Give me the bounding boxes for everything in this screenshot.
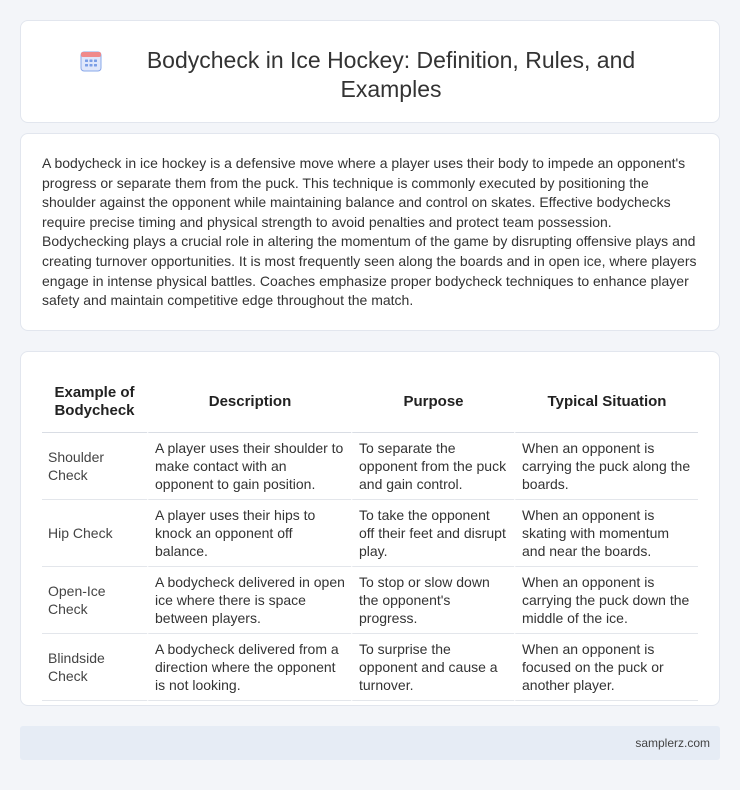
description-text: A bodycheck in ice hockey is a defensive move where a player uses their body to impede an opponent's progress or separate them from the puck. This technique is commonly executed by positioning the shoulder against the opponent while maintaining balance and control on skates. Effective bodychecks require precise timing and physical strength to avoid penalties and protect team possession. Bodychecking plays a crucial role in altering the momentum of the game by disrupting offensive plays and creating turnover opportunities. It is most frequently seen along the boards and in open ice, where players engage in intense physical battles. Coaches emphasize proper bodycheck techniques to enhance player safety and maintain competitive edge throughout the match. bbox=[42, 155, 697, 309]
page-title: Bodycheck in Ice Hockey: Definition, Rules, and Examples bbox=[146, 47, 636, 102]
cell-example: Blindside Check bbox=[42, 634, 147, 701]
table-row bbox=[42, 500, 698, 567]
cell-description: A player uses their shoulder to make contact with an opponent to gain position. bbox=[147, 433, 351, 500]
cell-purpose: To stop or slow down the opponent's progress. bbox=[351, 567, 514, 634]
column-header-purpose: Purpose bbox=[351, 371, 514, 433]
cell-situation: When an opponent is focused on the puck or another player. bbox=[514, 634, 698, 701]
cell-situation: When an opponent is carrying the puck along the boards. bbox=[514, 433, 698, 500]
cell-example: Shoulder Check bbox=[42, 433, 147, 500]
column-header-description: Description bbox=[147, 371, 351, 433]
footer bbox=[20, 726, 720, 760]
cell-description: A bodycheck delivered in open ice where there is space between players. bbox=[147, 567, 351, 634]
calendar-icon bbox=[79, 49, 103, 73]
description-card bbox=[20, 133, 720, 331]
table-card bbox=[20, 351, 720, 706]
cell-situation: When an opponent is carrying the puck down the middle of the ice. bbox=[514, 567, 698, 634]
cell-example: Open-Ice Check bbox=[42, 567, 147, 634]
cell-situation: When an opponent is skating with momentum and near the boards. bbox=[514, 500, 698, 567]
title-wrap bbox=[21, 21, 719, 104]
cell-description: A bodycheck delivered from a direction where the opponent is not looking. bbox=[147, 634, 351, 701]
title-card bbox=[20, 20, 720, 123]
table-row bbox=[42, 634, 698, 701]
cell-description: A player uses their hips to knock an opponent off balance. bbox=[147, 500, 351, 567]
table-row bbox=[42, 567, 698, 634]
bodycheck-table bbox=[42, 371, 698, 701]
footer-site-link[interactable]: samplerz.com bbox=[635, 736, 710, 750]
cell-purpose: To separate the opponent from the puck and gain control. bbox=[351, 433, 514, 500]
cell-purpose: To surprise the opponent and cause a turnover. bbox=[351, 634, 514, 701]
cell-example: Hip Check bbox=[42, 500, 147, 567]
column-header-situation: Typical Situation bbox=[514, 371, 698, 433]
cell-purpose: To take the opponent off their feet and disrupt play. bbox=[351, 500, 514, 567]
table-header-row bbox=[42, 371, 698, 433]
table-row bbox=[42, 433, 698, 500]
column-header-example: Example of Bodycheck bbox=[42, 371, 147, 433]
